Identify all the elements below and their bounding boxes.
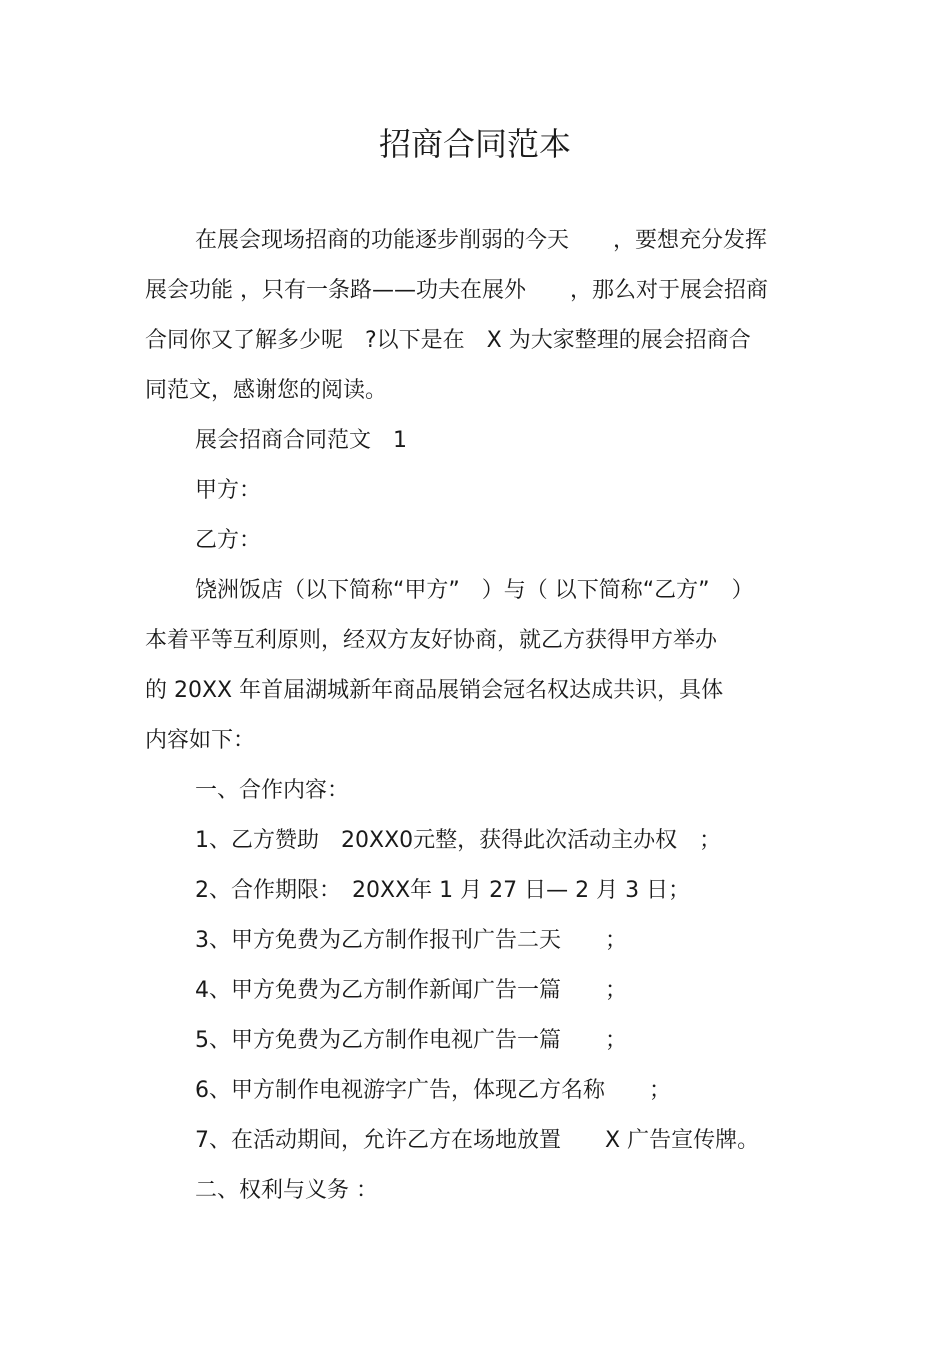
list-item: 7、在活动期间，允许乙方在场地放置 X 广告宣传牌。	[195, 1128, 760, 1153]
list-item: 6、甲方制作电视游字广告，体现乙方名称 ；	[195, 1078, 671, 1103]
page-title: 招商合同范本	[378, 125, 571, 163]
paragraph-line: 合同你又了解多少呢 ?以下是在 X 为大家整理的展会招商合	[145, 328, 751, 353]
list-item: 3、甲方免费为乙方制作报刊广告二天 ；	[195, 928, 627, 953]
paragraph-line: 在展会现场招商的功能逐步削弱的今天 ，要想充分发挥	[195, 228, 768, 253]
paragraph-line: 同范文，感谢您的阅读。	[145, 378, 388, 403]
list-item: 4、甲方免费为乙方制作新闻广告一篇 ；	[195, 978, 627, 1003]
paragraph-line: 的 20XX 年首届湖城新年商品展销会冠名权达成共识，具体	[145, 678, 724, 703]
section-heading: 二、权利与义务 ：	[195, 1178, 378, 1203]
party-b-label: 乙方：	[195, 528, 262, 553]
paragraph-line: 饶洲饭店（以下简称“甲方” ）与（ 以下简称“乙方” ）	[195, 578, 754, 603]
list-item: 2、合作期限： 20XX年 1 月 27 日— 2 月 3 日；	[195, 878, 691, 903]
section-heading: 展会招商合同范文 1	[195, 428, 407, 453]
section-heading: 一、合作内容：	[195, 778, 350, 803]
paragraph-line: 内容如下：	[145, 728, 256, 753]
list-item: 5、甲方免费为乙方制作电视广告一篇 ；	[195, 1028, 627, 1053]
party-a-label: 甲方：	[195, 478, 262, 503]
paragraph-line: 展会功能 ，只有一条路——功夫在展外 ，那么对于展会招商	[145, 278, 768, 303]
list-item: 1、乙方赞助 20XX0元整，获得此次活动主办权 ；	[195, 828, 722, 853]
paragraph-line: 本着平等互利原则，经双方友好协商，就乙方获得甲方举办	[145, 628, 718, 653]
